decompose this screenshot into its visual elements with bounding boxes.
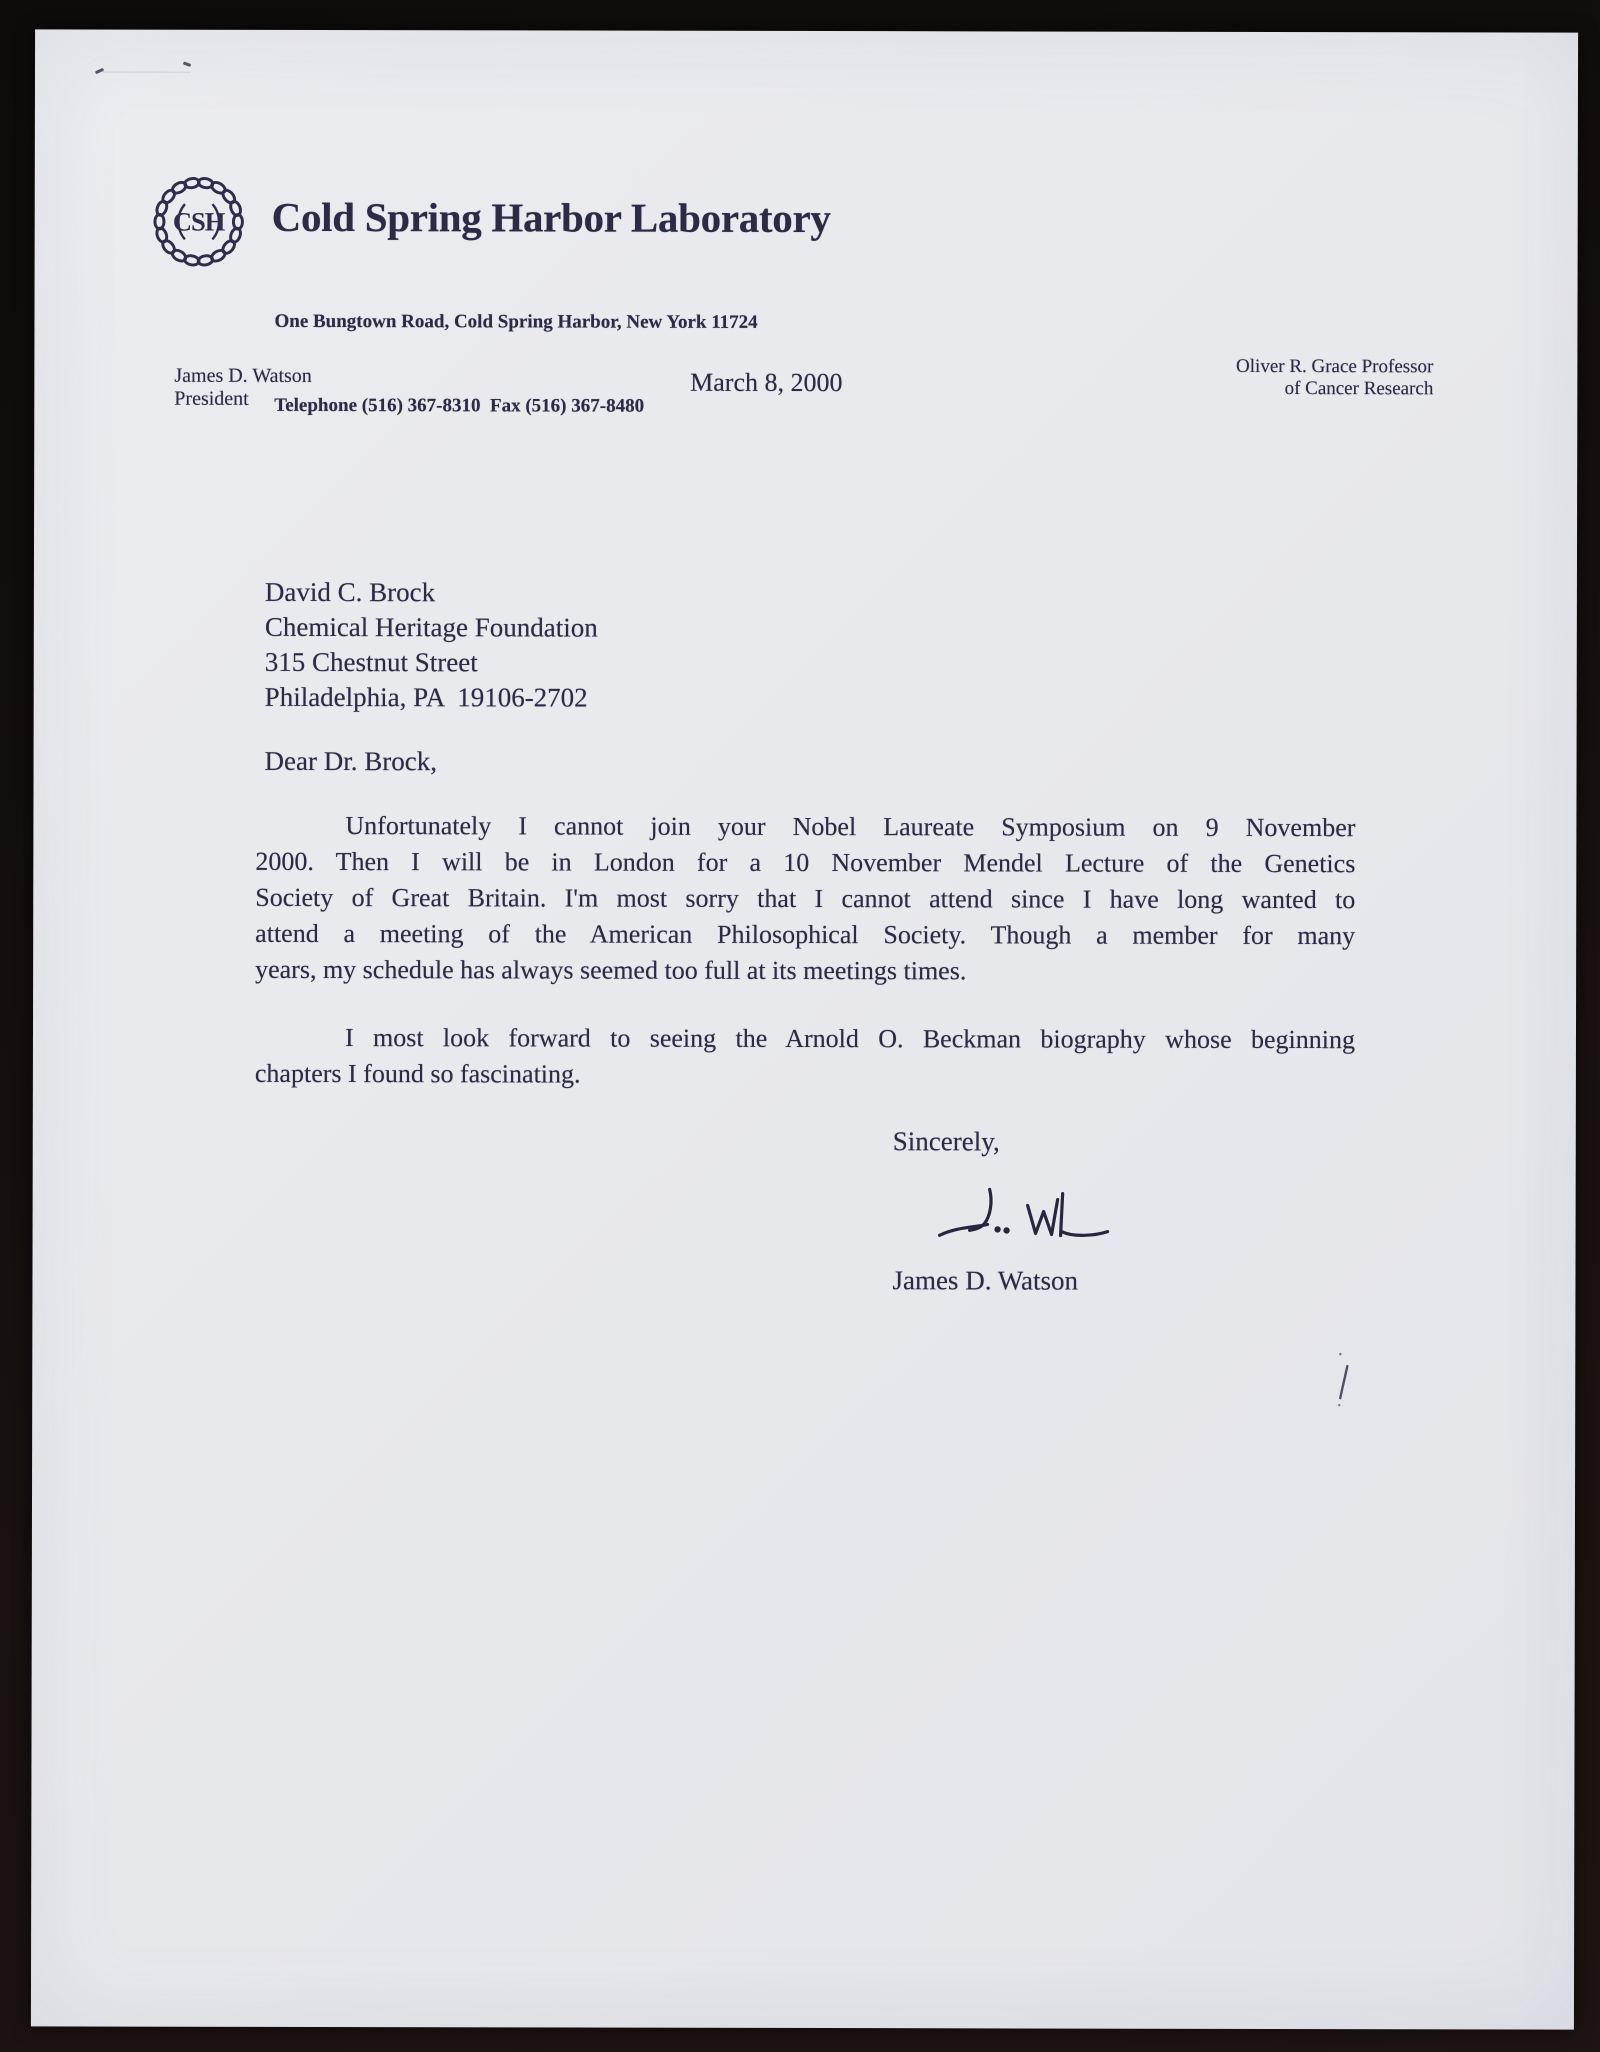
stray-pen-mark [1328,1348,1358,1410]
recipient-city: Philadelphia, PA 19106-2702 [264,681,588,713]
org-name: Cold Spring Harbor Laboratory [271,193,831,242]
letter-date: March 8, 2000 [690,367,843,398]
sender-title: President [174,387,249,410]
sender-name: James D. Watson [174,364,312,387]
professor-title-line2: of Cancer Research [1284,378,1434,400]
body-line: chapters I found so fascinating. [254,1058,581,1089]
salutation: Dear Dr. Brock, [264,745,438,777]
recipient-org: Chemical Heritage Foundation [264,611,598,643]
csh-chain-logo-icon [148,171,250,273]
body-line: attend a meeting of the American Philosophical Society. Though a member for many [255,918,1356,951]
handwritten-signature [928,1181,1118,1251]
scan-speck [183,61,192,67]
body-line: Unfortunately I cannot join your Nobel Laureate Symposium on 9 November [345,811,1356,843]
body-line: Society of Great Britain. I'm most sorry that I cannot attend since I have long wanted to [255,882,1356,915]
recipient-street: 315 Chestnut Street [264,646,478,678]
letterhead-phone-line: Telephone (516) 367-8310 Fax (516) 367-8480 [274,394,645,417]
letterhead-address-line: One Bungtown Road, Cold Spring Harbor, New York 11724 [274,310,758,333]
professor-title-block [1236,356,1433,400]
recipient-name: David C. Brock [264,576,436,608]
letter-page [31,29,1578,2029]
professor-title-line1: Oliver R. Grace Professor [1236,355,1434,378]
sender-block [174,365,312,411]
body-line: years, my schedule has always seemed too full at its meetings times. [255,954,967,986]
body-paragraph [255,1020,1355,1094]
recipient-address [265,575,598,716]
valediction: Sincerely, [892,1126,1000,1157]
scan-scratch [103,72,191,73]
body-paragraph [255,808,1355,990]
body-line: I most look forward to seeing the Arnold O. Beckman biography whose beginning [344,1023,1356,1055]
logo-text: CSH [172,206,225,237]
signed-name: James D. Watson [892,1265,1079,1296]
letterhead-address-block [274,252,758,477]
letter-body [255,808,1356,1094]
body-line: 2000. Then I will be in London for a 10 November Mendel Lecture of the Genetics [255,846,1356,879]
